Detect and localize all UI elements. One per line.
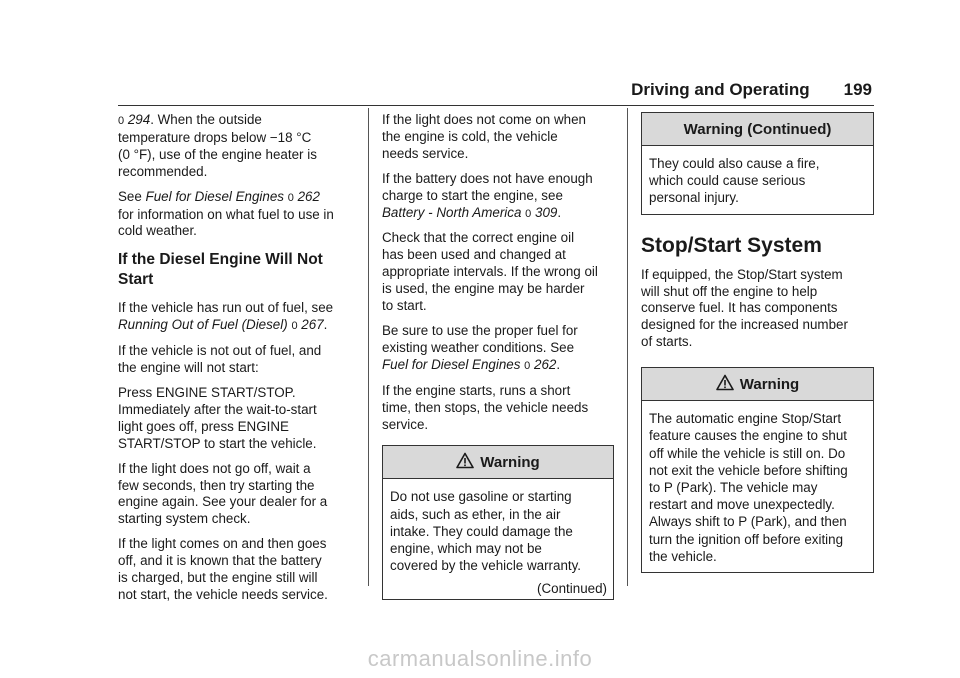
section-title: Driving and Operating: [631, 80, 810, 99]
paragraph-out-of-fuel: [118, 300, 358, 335]
page-header: [631, 80, 872, 100]
warning-header: [642, 368, 873, 401]
column-3: [641, 112, 874, 583]
xref-link-fuel[interactable]: Fuel for Diesel Engines: [382, 356, 521, 372]
paragraph-battery: [382, 171, 614, 223]
page-ref-icon: 0: [525, 207, 532, 220]
paragraph-text: for information on what fuel to use in cold weather.: [118, 206, 334, 239]
paragraph-light-not-off: If the light does not go off, wait a few seconds, then try starting the engine again. See your dealer for a starting system check.: [118, 460, 328, 527]
xref-link-running-out[interactable]: Running Out of Fuel (Diesel): [118, 317, 288, 333]
page-ref-icon: 0: [118, 115, 125, 127]
paragraph-proper-fuel: [382, 323, 614, 375]
page-number: 199: [843, 80, 872, 99]
paragraph-text: . When the outside temperature drops below −18 °C (0 °F), use of the engine heater is recommended.: [118, 112, 317, 179]
period: .: [557, 204, 562, 220]
warning-title: Warning: [480, 453, 540, 471]
header-rule: [118, 105, 874, 106]
watermark: carmanualsonline.info: [367, 646, 593, 671]
warning-header: Warning (Continued): [642, 113, 873, 146]
column-2: [382, 112, 614, 610]
xref-link-fuel[interactable]: Fuel for Diesel Engines: [145, 188, 284, 204]
paragraph-fuel-see: [118, 189, 358, 241]
column-divider-2: [627, 108, 628, 586]
heading-diesel-not-start: If the Diesel Engine Will Not Start: [118, 251, 323, 289]
paragraph-text: If the vehicle has run out of fuel, see: [118, 300, 334, 316]
warning-title: Warning: [739, 375, 800, 393]
page-ref-link[interactable]: 309: [535, 204, 558, 220]
page-ref-icon: 0: [524, 359, 531, 372]
warning-body: They could also cause a fire, which could cause serious personal injury.: [649, 156, 820, 206]
period: .: [323, 317, 328, 333]
paragraph-engine-oil: Check that the correct engine oil has been used and changed at appropriate intervals. If the wrong oil is used, the engine may be harder to start.: [382, 230, 598, 314]
page-ref-link[interactable]: 294: [127, 112, 151, 127]
period: .: [556, 356, 561, 372]
heading-stop-start: Stop/Start System: [641, 233, 822, 257]
paragraph-starts-stops: If the engine starts, runs a short time, then stops, the vehicle needs service.: [382, 382, 589, 432]
column-divider-1: [368, 108, 369, 586]
warning-icon: [456, 452, 474, 473]
page-ref-link[interactable]: 262: [534, 356, 557, 372]
warning-body: Do not use gasoline or starting aids, such as ether, in the air intake. They could damage the engine, which may not be covered by the vehicle warranty.: [390, 489, 582, 574]
see-text: See: [118, 188, 146, 204]
paragraph-stop-start: If equipped, the Stop/Start system will shut off the engine to help conserve fuel. It has components designed for the increased number of starts.: [641, 266, 848, 350]
page-ref-link[interactable]: 267: [301, 317, 324, 333]
column-1: [118, 112, 358, 612]
page-ref-icon: 0: [287, 191, 294, 204]
page-ref-icon: 0: [291, 320, 298, 333]
paragraph-not-out: If the vehicle is not out of fuel, and the engine will not start:: [118, 343, 322, 376]
paragraph-press-start: Press ENGINE START/STOP. Immediately after the wait-to-start light goes off, press ENGINE START/STOP to start the vehicle.: [118, 384, 317, 451]
paragraph-light-not-on: If the light does not come on when the engine is cold, the vehicle needs service.: [382, 112, 586, 161]
warning-box-continued: [641, 112, 874, 215]
warning-header: [383, 446, 613, 479]
paragraph-text: If the battery does not have enough charge to start the engine, see: [382, 170, 593, 203]
warning-box-gasoline: [382, 445, 614, 600]
xref-link-battery[interactable]: Battery - North America: [382, 204, 522, 220]
paragraph-text: Be sure to use the proper fuel for existing weather conditions. See: [382, 322, 578, 355]
warning-continued-label: (Continued): [537, 581, 607, 597]
warning-body: The automatic engine Stop/Start feature causes the engine to shut off while the vehicle is still on. Do not exit the vehicle before shifting to P (Park). The vehicle may restart and move unexpectedly. Always shift to P (Park), and then turn the ignition off before exiting the vehicle.: [649, 411, 848, 564]
page-ref-link[interactable]: 262: [297, 188, 320, 204]
paragraph-heater: [118, 112, 358, 181]
paragraph-battery-charged: If the light comes on and then goes off, and it is known that the battery is charged, but the engine still will not start, the vehicle needs service.: [118, 536, 328, 602]
warning-box-stop-start: [641, 367, 874, 573]
warning-icon: [716, 374, 734, 395]
